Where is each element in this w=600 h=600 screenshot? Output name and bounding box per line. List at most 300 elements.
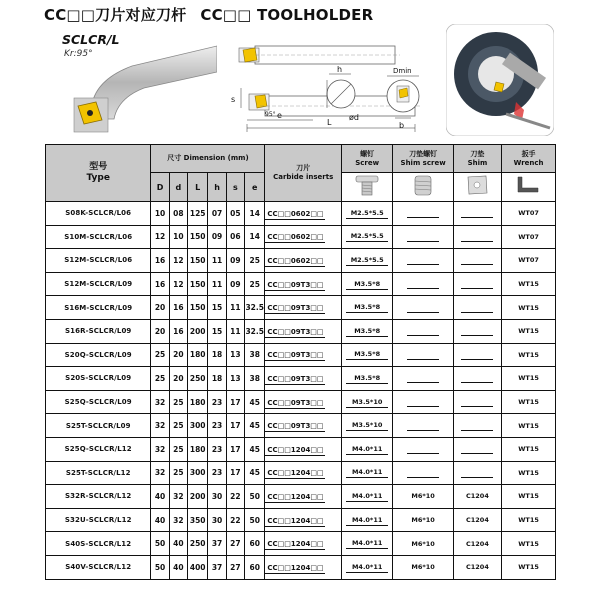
wrench-image xyxy=(502,173,556,202)
cell-shim xyxy=(453,249,501,273)
cell-D: 40 xyxy=(151,485,169,509)
cell-screw xyxy=(341,319,393,343)
cell-d: 20 xyxy=(169,343,187,367)
col-screw-en: Screw xyxy=(355,158,380,167)
col-shim-screw xyxy=(393,145,453,173)
empty-cell-line xyxy=(407,216,439,218)
cell-type: S25T-SCLCR/L12 xyxy=(46,461,151,485)
cell-shim-screw xyxy=(393,296,453,320)
insert-value: CC□□1204□□ xyxy=(267,445,324,454)
cell-h: 30 xyxy=(208,508,226,532)
cell-shim: C1204 xyxy=(453,485,501,509)
shim-icon xyxy=(460,173,494,197)
cell-e: 45 xyxy=(244,437,265,461)
cell-screw xyxy=(341,508,393,532)
insert-value: CC□□0602□□ xyxy=(267,209,324,218)
cell-h: 23 xyxy=(208,414,226,438)
col-dimension xyxy=(151,145,265,173)
cell-shim-screw xyxy=(393,202,453,226)
cell-s: 22 xyxy=(226,485,244,509)
cell-type: S20Q-SCLCR/L09 xyxy=(46,343,151,367)
cell-s: 13 xyxy=(226,367,244,391)
screw-value: M3.5*8 xyxy=(346,302,388,313)
col-insert xyxy=(265,145,341,202)
page-title xyxy=(44,4,373,25)
screw-value: M4.0*11 xyxy=(346,491,388,502)
cell-d: 25 xyxy=(169,390,187,414)
cell-screw xyxy=(341,437,393,461)
cell-L: 250 xyxy=(187,367,207,391)
cell-insert xyxy=(265,272,341,296)
cell-wrench: WT15 xyxy=(502,508,556,532)
dim-b-label: b xyxy=(399,121,405,130)
cell-L: 350 xyxy=(187,508,207,532)
cell-shim: C1204 xyxy=(453,555,501,579)
cell-h: 15 xyxy=(208,319,226,343)
dim-angle-label: 95° xyxy=(265,111,276,118)
empty-cell-line xyxy=(461,263,493,265)
cell-wrench: WT15 xyxy=(502,437,556,461)
screw-value: M4.0*11 xyxy=(346,515,388,526)
cell-h: 18 xyxy=(208,367,226,391)
cell-wrench: WT15 xyxy=(502,532,556,556)
cell-insert xyxy=(265,461,341,485)
screw-value: M2.5*5.5 xyxy=(346,255,388,266)
cell-shim-screw xyxy=(393,437,453,461)
insert-value: CC□□1204□□ xyxy=(267,540,324,549)
cell-s: 09 xyxy=(226,272,244,296)
cell-wrench: WT07 xyxy=(502,202,556,226)
cell-shim-screw xyxy=(393,249,453,273)
col-e: e xyxy=(244,173,265,202)
cell-L: 150 xyxy=(187,296,207,320)
cell-e: 25 xyxy=(244,272,265,296)
cell-L: 180 xyxy=(187,437,207,461)
cell-s: 17 xyxy=(226,461,244,485)
cell-screw xyxy=(341,414,393,438)
cell-insert xyxy=(265,343,341,367)
cell-d: 40 xyxy=(169,532,187,556)
dim-s-label: s xyxy=(231,95,236,104)
insert-value: CC□□1204□□ xyxy=(267,469,324,478)
empty-cell-line xyxy=(407,429,439,431)
cell-insert xyxy=(265,367,341,391)
table-row xyxy=(46,508,556,532)
cell-e: 32.5 xyxy=(244,296,265,320)
cell-d: 20 xyxy=(169,367,187,391)
cell-h: 18 xyxy=(208,343,226,367)
cell-h: 07 xyxy=(208,202,226,226)
cell-shim: C1204 xyxy=(453,508,501,532)
cell-shim xyxy=(453,319,501,343)
cell-s: 05 xyxy=(226,202,244,226)
dim-h-label: h xyxy=(337,65,343,74)
cell-shim-screw xyxy=(393,272,453,296)
cell-type: S25T-SCLCR/L09 xyxy=(46,414,151,438)
insert-value: CC□□09T3□□ xyxy=(267,351,324,360)
cell-h: 11 xyxy=(208,249,226,273)
cell-L: 200 xyxy=(187,319,207,343)
insert-value: CC□□1204□□ xyxy=(267,563,324,572)
col-wrench-cn: 扳手 xyxy=(521,149,536,158)
col-wrench xyxy=(502,145,556,173)
shim-image xyxy=(453,173,501,202)
table-row xyxy=(46,555,556,579)
table-row xyxy=(46,319,556,343)
cell-shim xyxy=(453,272,501,296)
cell-h: 23 xyxy=(208,461,226,485)
table-row xyxy=(46,225,556,249)
screw-value: M4.0*11 xyxy=(346,562,388,573)
cell-h: 09 xyxy=(208,225,226,249)
insert-value: CC□□09T3□□ xyxy=(267,327,324,336)
cell-d: 40 xyxy=(169,555,187,579)
empty-cell-line xyxy=(407,405,439,407)
empty-cell-line xyxy=(407,287,439,289)
cell-shim xyxy=(453,390,501,414)
table-row xyxy=(46,202,556,226)
cell-insert xyxy=(265,437,341,461)
cell-wrench: WT15 xyxy=(502,367,556,391)
col-shim-en: Shim xyxy=(467,158,488,167)
insert-value: CC□□0602□□ xyxy=(267,233,324,242)
approach-angle-label: Kr:95° xyxy=(64,49,93,59)
cell-e: 45 xyxy=(244,461,265,485)
table-header xyxy=(46,145,556,202)
cell-s: 06 xyxy=(226,225,244,249)
col-s: s xyxy=(226,173,244,202)
col-shim-screw-en: Shim screw xyxy=(400,158,446,167)
cell-h: 37 xyxy=(208,532,226,556)
cell-screw xyxy=(341,367,393,391)
cell-wrench: WT07 xyxy=(502,249,556,273)
empty-cell-line xyxy=(407,240,439,242)
cell-L: 400 xyxy=(187,555,207,579)
table-row xyxy=(46,296,556,320)
cell-s: 09 xyxy=(226,249,244,273)
cell-insert xyxy=(265,296,341,320)
cell-L: 200 xyxy=(187,485,207,509)
screw-value: M4.0*11 xyxy=(346,467,388,478)
empty-cell-line xyxy=(461,429,493,431)
empty-cell-line xyxy=(407,334,439,336)
cell-D: 20 xyxy=(151,296,169,320)
cell-e: 14 xyxy=(244,202,265,226)
cell-insert xyxy=(265,532,341,556)
screw-value: M4.0*11 xyxy=(346,538,388,549)
col-L: L xyxy=(187,173,207,202)
cell-wrench: WT15 xyxy=(502,319,556,343)
cell-shim: C1204 xyxy=(453,532,501,556)
cell-d: 10 xyxy=(169,225,187,249)
cell-shim-screw xyxy=(393,414,453,438)
screw-icon xyxy=(350,173,384,197)
cell-shim xyxy=(453,437,501,461)
cell-screw xyxy=(341,532,393,556)
cell-shim-screw xyxy=(393,319,453,343)
cell-s: 17 xyxy=(226,390,244,414)
col-shim xyxy=(453,145,501,173)
table-row xyxy=(46,390,556,414)
cell-type: S40V-SCLCR/L12 xyxy=(46,555,151,579)
cell-wrench: WT15 xyxy=(502,296,556,320)
screw-value: M3.5*8 xyxy=(346,373,388,384)
col-type-en: Type xyxy=(86,173,110,183)
screw-value: M4.0*11 xyxy=(346,444,388,455)
cell-d: 08 xyxy=(169,202,187,226)
title-en: CC□□ TOOLHOLDER xyxy=(200,6,374,24)
screw-value: M3.5*8 xyxy=(346,349,388,360)
cell-type: S25Q-SCLCR/L12 xyxy=(46,437,151,461)
cell-s: 27 xyxy=(226,532,244,556)
cell-wrench: WT15 xyxy=(502,461,556,485)
col-shim-screw-cn: 刀垫螺钉 xyxy=(409,149,438,158)
application-photo-graphic xyxy=(446,24,554,136)
cell-wrench: WT15 xyxy=(502,485,556,509)
cell-D: 50 xyxy=(151,532,169,556)
cell-shim xyxy=(453,343,501,367)
cell-D: 20 xyxy=(151,319,169,343)
cell-h: 30 xyxy=(208,485,226,509)
cell-e: 50 xyxy=(244,485,265,509)
empty-cell-line xyxy=(461,381,493,383)
empty-cell-line xyxy=(407,476,439,478)
dim-L-label: L xyxy=(327,118,332,127)
empty-cell-line xyxy=(461,405,493,407)
cell-wrench: WT15 xyxy=(502,414,556,438)
cell-D: 50 xyxy=(151,555,169,579)
cell-D: 12 xyxy=(151,225,169,249)
cell-shim-screw: M6*10 xyxy=(393,532,453,556)
cell-insert xyxy=(265,390,341,414)
insert-value: CC□□1204□□ xyxy=(267,516,324,525)
cell-shim xyxy=(453,414,501,438)
screw-value: M2.5*5.5 xyxy=(346,208,388,219)
empty-cell-line xyxy=(461,452,493,454)
cell-s: 17 xyxy=(226,414,244,438)
dim-dmin-label: Dmin xyxy=(393,67,412,75)
col-insert-en: Carbide inserts xyxy=(273,173,334,181)
cell-D: 40 xyxy=(151,508,169,532)
col-wrench-en: Wrench xyxy=(513,158,544,167)
cell-type: S25Q-SCLCR/L09 xyxy=(46,390,151,414)
screw-value: M3.5*8 xyxy=(346,326,388,337)
table-row xyxy=(46,461,556,485)
cell-s: 11 xyxy=(226,296,244,320)
toolholder-photo xyxy=(52,24,217,134)
cell-s: 17 xyxy=(226,437,244,461)
insert-value: CC□□09T3□□ xyxy=(267,374,324,383)
empty-cell-line xyxy=(461,334,493,336)
cell-screw xyxy=(341,343,393,367)
shim-screw-image xyxy=(393,173,453,202)
cell-screw xyxy=(341,296,393,320)
cell-d: 12 xyxy=(169,272,187,296)
cell-type: S40S-SCLCR/L12 xyxy=(46,532,151,556)
empty-cell-line xyxy=(461,311,493,313)
table-row xyxy=(46,249,556,273)
insert-value: CC□□09T3□□ xyxy=(267,398,324,407)
cell-d: 25 xyxy=(169,414,187,438)
screw-value: M3.5*10 xyxy=(346,420,388,431)
cell-insert xyxy=(265,485,341,509)
cell-e: 14 xyxy=(244,225,265,249)
table-body xyxy=(46,202,556,580)
cell-e: 50 xyxy=(244,508,265,532)
cell-s: 22 xyxy=(226,508,244,532)
cell-d: 12 xyxy=(169,249,187,273)
cell-insert xyxy=(265,414,341,438)
cell-D: 10 xyxy=(151,202,169,226)
cell-h: 15 xyxy=(208,296,226,320)
cell-type: S08K-SCLCR/L06 xyxy=(46,202,151,226)
cell-type: S20S-SCLCR/L09 xyxy=(46,367,151,391)
col-d: d xyxy=(169,173,187,202)
cell-shim-screw: M6*10 xyxy=(393,508,453,532)
empty-cell-line xyxy=(407,381,439,383)
cell-shim xyxy=(453,296,501,320)
cell-screw xyxy=(341,225,393,249)
cell-e: 45 xyxy=(244,414,265,438)
cell-s: 27 xyxy=(226,555,244,579)
insert-value: CC□□09T3□□ xyxy=(267,280,324,289)
cell-insert xyxy=(265,249,341,273)
cell-wrench: WT15 xyxy=(502,390,556,414)
cell-shim xyxy=(453,367,501,391)
empty-cell-line xyxy=(407,263,439,265)
empty-cell-line xyxy=(461,287,493,289)
cell-shim-screw xyxy=(393,367,453,391)
cell-d: 25 xyxy=(169,461,187,485)
cell-h: 23 xyxy=(208,390,226,414)
cell-D: 25 xyxy=(151,343,169,367)
cell-d: 32 xyxy=(169,508,187,532)
cell-D: 16 xyxy=(151,272,169,296)
cell-shim-screw xyxy=(393,225,453,249)
cell-e: 45 xyxy=(244,390,265,414)
cell-D: 32 xyxy=(151,461,169,485)
cell-D: 32 xyxy=(151,390,169,414)
cell-shim-screw xyxy=(393,390,453,414)
cell-type: S12M-SCLCR/L09 xyxy=(46,272,151,296)
col-h: h xyxy=(208,173,226,202)
col-dimension-en: Dimension (mm) xyxy=(183,154,249,162)
cell-d: 25 xyxy=(169,437,187,461)
table-row xyxy=(46,414,556,438)
cell-L: 150 xyxy=(187,225,207,249)
cell-L: 180 xyxy=(187,390,207,414)
cell-h: 11 xyxy=(208,272,226,296)
cell-e: 25 xyxy=(244,249,265,273)
cell-insert xyxy=(265,202,341,226)
col-insert-cn: 刀片 xyxy=(296,164,311,172)
dim-d-label: ød xyxy=(349,113,359,122)
col-D: D xyxy=(151,173,169,202)
cell-insert xyxy=(265,508,341,532)
cell-D: 32 xyxy=(151,437,169,461)
dimension-drawing-graphic xyxy=(225,24,435,136)
dim-e-label: e xyxy=(277,111,282,120)
cell-h: 23 xyxy=(208,437,226,461)
wrench-icon xyxy=(512,173,546,197)
cell-L: 150 xyxy=(187,249,207,273)
cell-insert xyxy=(265,319,341,343)
cell-wrench: WT15 xyxy=(502,272,556,296)
cell-D: 16 xyxy=(151,249,169,273)
col-type xyxy=(46,145,151,202)
cell-L: 125 xyxy=(187,202,207,226)
insert-value: CC□□09T3□□ xyxy=(267,304,324,313)
empty-cell-line xyxy=(407,311,439,313)
cell-L: 300 xyxy=(187,414,207,438)
cell-shim-screw: M6*10 xyxy=(393,485,453,509)
title-cn: CC□□刀片对应刀杆 xyxy=(44,6,187,24)
toolholder-code: SCLCR/L xyxy=(62,32,120,47)
insert-value: CC□□1204□□ xyxy=(267,492,324,501)
col-shim-cn: 刀垫 xyxy=(470,149,485,158)
cell-L: 250 xyxy=(187,532,207,556)
cell-shim-screw: M6*10 xyxy=(393,555,453,579)
cell-shim xyxy=(453,202,501,226)
cell-screw xyxy=(341,390,393,414)
cell-wrench: WT15 xyxy=(502,343,556,367)
table-row xyxy=(46,437,556,461)
cell-insert xyxy=(265,225,341,249)
empty-cell-line xyxy=(461,476,493,478)
empty-cell-line xyxy=(461,240,493,242)
cell-s: 11 xyxy=(226,319,244,343)
cell-e: 60 xyxy=(244,555,265,579)
cell-d: 16 xyxy=(169,319,187,343)
empty-cell-line xyxy=(407,452,439,454)
cell-d: 16 xyxy=(169,296,187,320)
col-type-cn: 型号 xyxy=(89,162,108,172)
empty-cell-line xyxy=(461,216,493,218)
cell-type: S16R-SCLCR/L09 xyxy=(46,319,151,343)
cell-L: 180 xyxy=(187,343,207,367)
table-row xyxy=(46,367,556,391)
col-screw xyxy=(341,145,393,173)
cell-insert xyxy=(265,555,341,579)
table-row xyxy=(46,532,556,556)
table-row xyxy=(46,343,556,367)
application-photo xyxy=(446,24,554,136)
insert-value: CC□□09T3□□ xyxy=(267,422,324,431)
col-dimension-cn: 尺寸 xyxy=(167,154,182,162)
cell-screw xyxy=(341,555,393,579)
cell-shim-screw xyxy=(393,461,453,485)
cell-h: 37 xyxy=(208,555,226,579)
spec-table xyxy=(45,144,556,580)
cell-L: 150 xyxy=(187,272,207,296)
cell-e: 60 xyxy=(244,532,265,556)
cell-D: 25 xyxy=(151,367,169,391)
col-screw-cn: 螺钉 xyxy=(360,149,375,158)
screw-value: M2.5*5.5 xyxy=(346,231,388,242)
insert-value: CC□□0602□□ xyxy=(267,256,324,265)
empty-cell-line xyxy=(407,358,439,360)
cell-e: 32.5 xyxy=(244,319,265,343)
cell-e: 38 xyxy=(244,367,265,391)
cell-D: 32 xyxy=(151,414,169,438)
cell-type: S16M-SCLCR/L09 xyxy=(46,296,151,320)
screw-value: M3.5*10 xyxy=(346,397,388,408)
screw-image xyxy=(341,173,393,202)
cell-screw xyxy=(341,272,393,296)
cell-type: S12M-SCLCR/L06 xyxy=(46,249,151,273)
empty-cell-line xyxy=(461,358,493,360)
cell-wrench: WT07 xyxy=(502,225,556,249)
